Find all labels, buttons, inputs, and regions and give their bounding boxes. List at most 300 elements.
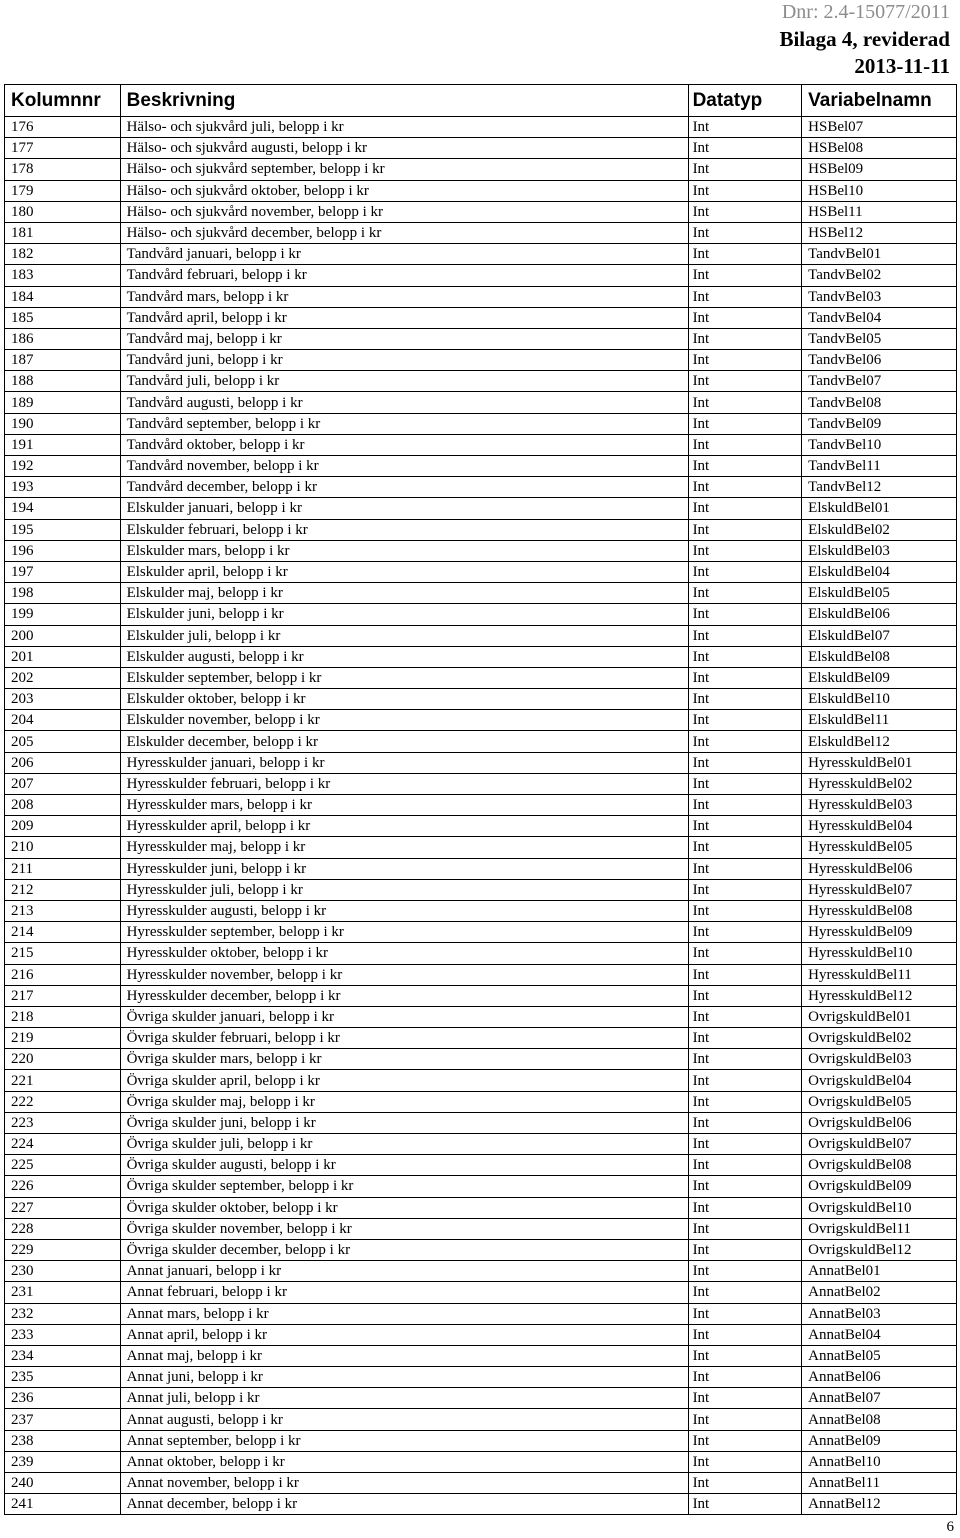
table-row: [5, 1049, 957, 1070]
cell-variabelnamn: AnnatBel02: [802, 1282, 957, 1303]
cell-kolumnnr: 210: [5, 837, 121, 858]
cell-datatyp: Int: [688, 265, 802, 286]
cell-variabelnamn: HyresskuldBel03: [802, 795, 957, 816]
cell-variabelnamn: ElskuldBel03: [802, 540, 957, 561]
table-row: [5, 265, 957, 286]
cell-beskrivning: Hyresskulder november, belopp i kr: [120, 964, 688, 985]
cell-kolumnnr: 209: [5, 816, 121, 837]
cell-datatyp: Int: [688, 1218, 802, 1239]
cell-kolumnnr: 201: [5, 646, 121, 667]
cell-kolumnnr: 192: [5, 456, 121, 477]
cell-beskrivning: Annat mars, belopp i kr: [120, 1303, 688, 1324]
cell-variabelnamn: TandvBel09: [802, 413, 957, 434]
table-row: [5, 1134, 957, 1155]
cell-variabelnamn: OvrigskuldBel09: [802, 1176, 957, 1197]
cell-variabelnamn: AnnatBel07: [802, 1388, 957, 1409]
cell-variabelnamn: ElskuldBel02: [802, 519, 957, 540]
cell-datatyp: Int: [688, 1112, 802, 1133]
cell-beskrivning: Tandvård februari, belopp i kr: [120, 265, 688, 286]
cell-beskrivning: Elskulder juli, belopp i kr: [120, 625, 688, 646]
cell-beskrivning: Hälso- och sjukvård november, belopp i kr: [120, 201, 688, 222]
cell-beskrivning: Hyresskulder juli, belopp i kr: [120, 879, 688, 900]
cell-variabelnamn: HyresskuldBel04: [802, 816, 957, 837]
cell-beskrivning: Annat maj, belopp i kr: [120, 1345, 688, 1366]
cell-beskrivning: Annat december, belopp i kr: [120, 1494, 688, 1515]
cell-beskrivning: Tandvård december, belopp i kr: [120, 477, 688, 498]
cell-datatyp: Int: [688, 837, 802, 858]
cell-beskrivning: Elskulder december, belopp i kr: [120, 731, 688, 752]
cell-variabelnamn: OvrigskuldBel04: [802, 1070, 957, 1091]
cell-variabelnamn: ElskuldBel11: [802, 710, 957, 731]
table-body: [5, 117, 957, 1515]
cell-beskrivning: Hyresskulder oktober, belopp i kr: [120, 943, 688, 964]
cell-kolumnnr: 185: [5, 307, 121, 328]
cell-datatyp: Int: [688, 244, 802, 265]
table-row: [5, 1303, 957, 1324]
cell-datatyp: Int: [688, 392, 802, 413]
table-row: [5, 498, 957, 519]
document-reference-number: Dnr: 2.4-15077/2011: [781, 1, 950, 23]
cell-variabelnamn: ElskuldBel05: [802, 583, 957, 604]
cell-variabelnamn: HyresskuldBel09: [802, 922, 957, 943]
cell-variabelnamn: HyresskuldBel05: [802, 837, 957, 858]
table-row: [5, 710, 957, 731]
cell-datatyp: Int: [688, 943, 802, 964]
cell-beskrivning: Annat september, belopp i kr: [120, 1430, 688, 1451]
cell-variabelnamn: ElskuldBel07: [802, 625, 957, 646]
cell-datatyp: Int: [688, 1028, 802, 1049]
table-row: [5, 964, 957, 985]
cell-datatyp: Int: [688, 1388, 802, 1409]
cell-variabelnamn: ElskuldBel10: [802, 689, 957, 710]
cell-datatyp: Int: [688, 858, 802, 879]
cell-kolumnnr: 207: [5, 773, 121, 794]
cell-variabelnamn: OvrigskuldBel01: [802, 1006, 957, 1027]
cell-beskrivning: Hyresskulder maj, belopp i kr: [120, 837, 688, 858]
cell-variabelnamn: HyresskuldBel12: [802, 985, 957, 1006]
cell-beskrivning: Hyresskulder juni, belopp i kr: [120, 858, 688, 879]
cell-datatyp: Int: [688, 646, 802, 667]
cell-kolumnnr: 181: [5, 222, 121, 243]
cell-kolumnnr: 204: [5, 710, 121, 731]
cell-beskrivning: Övriga skulder juni, belopp i kr: [120, 1112, 688, 1133]
cell-kolumnnr: 236: [5, 1388, 121, 1409]
cell-beskrivning: Hyresskulder augusti, belopp i kr: [120, 900, 688, 921]
cell-kolumnnr: 241: [5, 1494, 121, 1515]
cell-variabelnamn: HSBel11: [802, 201, 957, 222]
table-row: [5, 286, 957, 307]
cell-variabelnamn: HSBel12: [802, 222, 957, 243]
revision-date: 2013-11-11: [854, 54, 950, 78]
cell-datatyp: Int: [688, 1049, 802, 1070]
cell-variabelnamn: HyresskuldBel10: [802, 943, 957, 964]
cell-variabelnamn: OvrigskuldBel08: [802, 1155, 957, 1176]
cell-variabelnamn: HyresskuldBel07: [802, 879, 957, 900]
cell-kolumnnr: 179: [5, 180, 121, 201]
cell-variabelnamn: OvrigskuldBel06: [802, 1112, 957, 1133]
cell-datatyp: Int: [688, 1134, 802, 1155]
cell-beskrivning: Tandvård mars, belopp i kr: [120, 286, 688, 307]
table-row: [5, 985, 957, 1006]
cell-datatyp: Int: [688, 371, 802, 392]
cell-beskrivning: Övriga skulder augusti, belopp i kr: [120, 1155, 688, 1176]
cell-beskrivning: Annat juni, belopp i kr: [120, 1367, 688, 1388]
cell-variabelnamn: TandvBel11: [802, 456, 957, 477]
cell-datatyp: Int: [688, 1430, 802, 1451]
table-row: [5, 392, 957, 413]
table-row: [5, 244, 957, 265]
cell-kolumnnr: 212: [5, 879, 121, 900]
cell-variabelnamn: TandvBel04: [802, 307, 957, 328]
cell-kolumnnr: 230: [5, 1261, 121, 1282]
cell-variabelnamn: ElskuldBel09: [802, 667, 957, 688]
cell-variabelnamn: OvrigskuldBel05: [802, 1091, 957, 1112]
cell-beskrivning: Övriga skulder april, belopp i kr: [120, 1070, 688, 1091]
cell-beskrivning: Övriga skulder februari, belopp i kr: [120, 1028, 688, 1049]
cell-kolumnnr: 202: [5, 667, 121, 688]
variable-table: [4, 84, 957, 1515]
cell-kolumnnr: 178: [5, 159, 121, 180]
cell-beskrivning: Övriga skulder september, belopp i kr: [120, 1176, 688, 1197]
cell-datatyp: Int: [688, 1409, 802, 1430]
cell-kolumnnr: 200: [5, 625, 121, 646]
table-row: [5, 646, 957, 667]
table-row: [5, 604, 957, 625]
cell-variabelnamn: HyresskuldBel06: [802, 858, 957, 879]
appendix-label: Bilaga 4, reviderad: [779, 27, 950, 51]
cell-variabelnamn: TandvBel05: [802, 328, 957, 349]
cell-beskrivning: Elskulder maj, belopp i kr: [120, 583, 688, 604]
cell-variabelnamn: HyresskuldBel08: [802, 900, 957, 921]
cell-beskrivning: Annat november, belopp i kr: [120, 1473, 688, 1494]
cell-datatyp: Int: [688, 350, 802, 371]
cell-beskrivning: Övriga skulder juli, belopp i kr: [120, 1134, 688, 1155]
cell-kolumnnr: 189: [5, 392, 121, 413]
cell-beskrivning: Elskulder september, belopp i kr: [120, 667, 688, 688]
cell-kolumnnr: 215: [5, 943, 121, 964]
table-row: [5, 1176, 957, 1197]
cell-datatyp: Int: [688, 964, 802, 985]
cell-kolumnnr: 232: [5, 1303, 121, 1324]
cell-kolumnnr: 217: [5, 985, 121, 1006]
cell-beskrivning: Hälso- och sjukvård oktober, belopp i kr: [120, 180, 688, 201]
table-header-row: [5, 85, 957, 117]
table-row: [5, 1494, 957, 1515]
table-row: [5, 456, 957, 477]
cell-datatyp: Int: [688, 1239, 802, 1260]
cell-kolumnnr: 216: [5, 964, 121, 985]
cell-variabelnamn: OvrigskuldBel03: [802, 1049, 957, 1070]
cell-variabelnamn: TandvBel01: [802, 244, 957, 265]
cell-kolumnnr: 196: [5, 540, 121, 561]
table-row: [5, 434, 957, 455]
cell-kolumnnr: 205: [5, 731, 121, 752]
cell-kolumnnr: 198: [5, 583, 121, 604]
cell-variabelnamn: OvrigskuldBel07: [802, 1134, 957, 1155]
cell-beskrivning: Elskulder januari, belopp i kr: [120, 498, 688, 519]
cell-beskrivning: Hyresskulder december, belopp i kr: [120, 985, 688, 1006]
cell-variabelnamn: HyresskuldBel01: [802, 752, 957, 773]
cell-kolumnnr: 220: [5, 1049, 121, 1070]
cell-kolumnnr: 221: [5, 1070, 121, 1091]
cell-datatyp: Int: [688, 1324, 802, 1345]
cell-variabelnamn: AnnatBel03: [802, 1303, 957, 1324]
cell-variabelnamn: AnnatBel01: [802, 1261, 957, 1282]
table-row: [5, 371, 957, 392]
cell-kolumnnr: 231: [5, 1282, 121, 1303]
table-row: [5, 1430, 957, 1451]
table-row: [5, 1218, 957, 1239]
cell-variabelnamn: HyresskuldBel02: [802, 773, 957, 794]
cell-kolumnnr: 214: [5, 922, 121, 943]
cell-kolumnnr: 208: [5, 795, 121, 816]
cell-datatyp: Int: [688, 710, 802, 731]
cell-kolumnnr: 240: [5, 1473, 121, 1494]
table-row: [5, 1070, 957, 1091]
table-row: [5, 307, 957, 328]
table-row: [5, 1197, 957, 1218]
cell-datatyp: Int: [688, 922, 802, 943]
cell-beskrivning: Annat oktober, belopp i kr: [120, 1451, 688, 1472]
cell-datatyp: Int: [688, 795, 802, 816]
cell-beskrivning: Hälso- och sjukvård juli, belopp i kr: [120, 117, 688, 138]
cell-variabelnamn: ElskuldBel12: [802, 731, 957, 752]
cell-beskrivning: Övriga skulder januari, belopp i kr: [120, 1006, 688, 1027]
cell-beskrivning: Tandvård juli, belopp i kr: [120, 371, 688, 392]
cell-kolumnnr: 222: [5, 1091, 121, 1112]
table-row: [5, 1112, 957, 1133]
cell-kolumnnr: 235: [5, 1367, 121, 1388]
cell-kolumnnr: 226: [5, 1176, 121, 1197]
cell-beskrivning: Tandvård januari, belopp i kr: [120, 244, 688, 265]
table-row: [5, 138, 957, 159]
cell-beskrivning: Hyresskulder januari, belopp i kr: [120, 752, 688, 773]
cell-beskrivning: Elskulder april, belopp i kr: [120, 561, 688, 582]
cell-beskrivning: Hälso- och sjukvård augusti, belopp i kr: [120, 138, 688, 159]
cell-variabelnamn: AnnatBel12: [802, 1494, 957, 1515]
table-row: [5, 519, 957, 540]
table-row: [5, 117, 957, 138]
cell-variabelnamn: HyresskuldBel11: [802, 964, 957, 985]
cell-kolumnnr: 203: [5, 689, 121, 710]
table-row: [5, 540, 957, 561]
cell-kolumnnr: 223: [5, 1112, 121, 1133]
cell-beskrivning: Elskulder november, belopp i kr: [120, 710, 688, 731]
cell-datatyp: Int: [688, 519, 802, 540]
cell-datatyp: Int: [688, 667, 802, 688]
table-row: [5, 413, 957, 434]
column-header-variabelnamn: Variabelnamn: [802, 85, 957, 117]
cell-datatyp: Int: [688, 1091, 802, 1112]
cell-variabelnamn: HSBel10: [802, 180, 957, 201]
cell-kolumnnr: 199: [5, 604, 121, 625]
cell-kolumnnr: 225: [5, 1155, 121, 1176]
cell-beskrivning: Hyresskulder april, belopp i kr: [120, 816, 688, 837]
cell-kolumnnr: 191: [5, 434, 121, 455]
cell-kolumnnr: 183: [5, 265, 121, 286]
cell-variabelnamn: HSBel07: [802, 117, 957, 138]
cell-beskrivning: Annat januari, belopp i kr: [120, 1261, 688, 1282]
cell-datatyp: Int: [688, 456, 802, 477]
cell-beskrivning: Tandvård april, belopp i kr: [120, 307, 688, 328]
cell-kolumnnr: 197: [5, 561, 121, 582]
cell-beskrivning: Övriga skulder november, belopp i kr: [120, 1218, 688, 1239]
cell-beskrivning: Övriga skulder mars, belopp i kr: [120, 1049, 688, 1070]
cell-variabelnamn: TandvBel02: [802, 265, 957, 286]
cell-datatyp: Int: [688, 434, 802, 455]
cell-datatyp: Int: [688, 477, 802, 498]
cell-datatyp: Int: [688, 561, 802, 582]
table-row: [5, 1006, 957, 1027]
cell-beskrivning: Övriga skulder december, belopp i kr: [120, 1239, 688, 1260]
cell-datatyp: Int: [688, 879, 802, 900]
cell-datatyp: Int: [688, 117, 802, 138]
cell-datatyp: Int: [688, 1303, 802, 1324]
cell-kolumnnr: 176: [5, 117, 121, 138]
cell-variabelnamn: OvrigskuldBel10: [802, 1197, 957, 1218]
cell-variabelnamn: AnnatBel05: [802, 1345, 957, 1366]
cell-datatyp: Int: [688, 689, 802, 710]
cell-variabelnamn: TandvBel07: [802, 371, 957, 392]
table-row: [5, 350, 957, 371]
cell-beskrivning: Annat augusti, belopp i kr: [120, 1409, 688, 1430]
table-row: [5, 1155, 957, 1176]
cell-kolumnnr: 194: [5, 498, 121, 519]
cell-variabelnamn: TandvBel12: [802, 477, 957, 498]
table-row: [5, 1367, 957, 1388]
table-row: [5, 879, 957, 900]
table-row: [5, 583, 957, 604]
cell-beskrivning: Hyresskulder mars, belopp i kr: [120, 795, 688, 816]
cell-kolumnnr: 218: [5, 1006, 121, 1027]
table-row: [5, 1239, 957, 1260]
cell-variabelnamn: TandvBel10: [802, 434, 957, 455]
cell-kolumnnr: 229: [5, 1239, 121, 1260]
cell-kolumnnr: 177: [5, 138, 121, 159]
cell-variabelnamn: TandvBel06: [802, 350, 957, 371]
table-row: [5, 752, 957, 773]
cell-beskrivning: Övriga skulder maj, belopp i kr: [120, 1091, 688, 1112]
cell-beskrivning: Övriga skulder oktober, belopp i kr: [120, 1197, 688, 1218]
cell-kolumnnr: 193: [5, 477, 121, 498]
cell-beskrivning: Elskulder oktober, belopp i kr: [120, 689, 688, 710]
cell-datatyp: Int: [688, 328, 802, 349]
cell-datatyp: Int: [688, 1070, 802, 1091]
cell-datatyp: Int: [688, 900, 802, 921]
table-row: [5, 180, 957, 201]
cell-datatyp: Int: [688, 985, 802, 1006]
table-row: [5, 328, 957, 349]
cell-datatyp: Int: [688, 816, 802, 837]
cell-datatyp: Int: [688, 604, 802, 625]
cell-kolumnnr: 233: [5, 1324, 121, 1345]
table-row: [5, 1409, 957, 1430]
table-row: [5, 1388, 957, 1409]
cell-kolumnnr: 237: [5, 1409, 121, 1430]
cell-datatyp: Int: [688, 540, 802, 561]
column-header-datatyp: Datatyp: [688, 85, 802, 117]
cell-datatyp: Int: [688, 583, 802, 604]
cell-beskrivning: Tandvård september, belopp i kr: [120, 413, 688, 434]
table-row: [5, 922, 957, 943]
cell-variabelnamn: AnnatBel08: [802, 1409, 957, 1430]
cell-variabelnamn: ElskuldBel01: [802, 498, 957, 519]
table-row: [5, 159, 957, 180]
table-row: [5, 773, 957, 794]
cell-datatyp: Int: [688, 773, 802, 794]
cell-kolumnnr: 190: [5, 413, 121, 434]
cell-variabelnamn: AnnatBel06: [802, 1367, 957, 1388]
cell-datatyp: Int: [688, 752, 802, 773]
cell-beskrivning: Elskulder juni, belopp i kr: [120, 604, 688, 625]
cell-variabelnamn: ElskuldBel06: [802, 604, 957, 625]
table-row: [5, 477, 957, 498]
cell-kolumnnr: 238: [5, 1430, 121, 1451]
table-row: [5, 731, 957, 752]
cell-kolumnnr: 234: [5, 1345, 121, 1366]
column-header-beskrivning: Beskrivning: [120, 85, 688, 117]
table-row: [5, 222, 957, 243]
cell-beskrivning: Annat juli, belopp i kr: [120, 1388, 688, 1409]
table-row: [5, 1324, 957, 1345]
table-row: [5, 1261, 957, 1282]
cell-beskrivning: Tandvård juni, belopp i kr: [120, 350, 688, 371]
table-row: [5, 816, 957, 837]
cell-beskrivning: Annat april, belopp i kr: [120, 1324, 688, 1345]
cell-beskrivning: Tandvård maj, belopp i kr: [120, 328, 688, 349]
cell-kolumnnr: 187: [5, 350, 121, 371]
cell-variabelnamn: AnnatBel04: [802, 1324, 957, 1345]
cell-datatyp: Int: [688, 1494, 802, 1515]
cell-datatyp: Int: [688, 180, 802, 201]
cell-variabelnamn: HSBel08: [802, 138, 957, 159]
table-row: [5, 943, 957, 964]
cell-datatyp: Int: [688, 1282, 802, 1303]
cell-beskrivning: Tandvård november, belopp i kr: [120, 456, 688, 477]
table-row: [5, 561, 957, 582]
cell-beskrivning: Elskulder mars, belopp i kr: [120, 540, 688, 561]
table-row: [5, 689, 957, 710]
cell-variabelnamn: OvrigskuldBel12: [802, 1239, 957, 1260]
cell-variabelnamn: HSBel09: [802, 159, 957, 180]
cell-datatyp: Int: [688, 625, 802, 646]
cell-kolumnnr: 224: [5, 1134, 121, 1155]
cell-variabelnamn: ElskuldBel04: [802, 561, 957, 582]
cell-datatyp: Int: [688, 1176, 802, 1197]
cell-datatyp: Int: [688, 1473, 802, 1494]
cell-variabelnamn: AnnatBel09: [802, 1430, 957, 1451]
cell-datatyp: Int: [688, 1155, 802, 1176]
cell-beskrivning: Elskulder augusti, belopp i kr: [120, 646, 688, 667]
cell-kolumnnr: 219: [5, 1028, 121, 1049]
cell-datatyp: Int: [688, 1197, 802, 1218]
cell-kolumnnr: 239: [5, 1451, 121, 1472]
cell-beskrivning: Hälso- och sjukvård december, belopp i kr: [120, 222, 688, 243]
cell-datatyp: Int: [688, 498, 802, 519]
cell-variabelnamn: ElskuldBel08: [802, 646, 957, 667]
cell-datatyp: Int: [688, 1261, 802, 1282]
cell-datatyp: Int: [688, 1006, 802, 1027]
cell-variabelnamn: OvrigskuldBel02: [802, 1028, 957, 1049]
cell-datatyp: Int: [688, 138, 802, 159]
table-row: [5, 1028, 957, 1049]
cell-beskrivning: Tandvård oktober, belopp i kr: [120, 434, 688, 455]
table-row: [5, 1091, 957, 1112]
cell-variabelnamn: TandvBel03: [802, 286, 957, 307]
table-row: [5, 1282, 957, 1303]
cell-kolumnnr: 188: [5, 371, 121, 392]
cell-datatyp: Int: [688, 286, 802, 307]
